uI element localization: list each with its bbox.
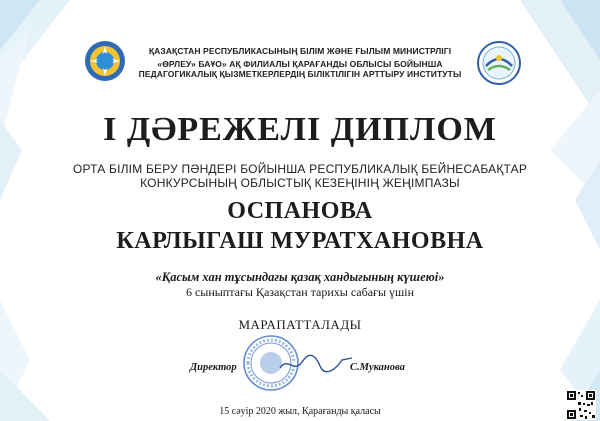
subtitle-line-1: ОРТА БІЛІМ БЕРУ ПӘНДЕРІ БОЙЫНША РЕСПУБЛИКАЛЫҚ БЕЙНЕСАБАҚТАР bbox=[72, 162, 528, 176]
ministry-name: ҚАЗАҚСТАН РЕСПУБЛИКАСЫНЫҢ БІЛІМ ЖӘНЕ ҒЫЛЫМ МИНИСТРЛІГІ bbox=[148, 46, 452, 56]
diploma-subtitle bbox=[60, 162, 540, 190]
awarded-label: МАРАПАТТАЛАДЫ bbox=[238, 317, 362, 332]
recipient-given-names: КАРЛЫГАШ МУРАТХАНОВНА bbox=[116, 228, 484, 254]
ministry-header bbox=[120, 46, 480, 79]
institute-name: ПЕДАГОГИКАЛЫҚ ҚЫЗМЕТКЕРЛЕРДІҢ БІЛІКТІЛІГІН АРТТЫРУ ИНСТИТУТЫ bbox=[138, 69, 462, 79]
signature-icon bbox=[276, 352, 356, 376]
branch-name: «ӨРЛЕУ» БАҰО» АҚ ФИЛИАЛЫ ҚАРАҒАНДЫ ОБЛЫСЫ БОЙЫНША bbox=[157, 59, 443, 69]
lesson-description: 6 сыныптағы Қазақстан тарихы сабағы үшін bbox=[185, 285, 415, 299]
subtitle-line-2: КОНКУРСЫНЫҢ ОБЛЫСТЫҚ КЕЗЕҢІНІҢ ЖЕҢІМПАЗЫ bbox=[140, 176, 460, 190]
qr-code-icon bbox=[566, 390, 596, 420]
recipient-name bbox=[0, 196, 600, 256]
orleu-logo-icon bbox=[476, 40, 522, 86]
director-label: Директор bbox=[190, 362, 237, 373]
diploma-title: І ДӘРЕЖЕЛІ ДИПЛОМ bbox=[103, 111, 497, 148]
date-place: 15 сәуір 2020 жыл, Қарағанды қаласы bbox=[219, 406, 381, 417]
recipient-surname: ОСПАНОВА bbox=[227, 198, 373, 224]
signer-name: С.Муканова bbox=[350, 362, 405, 373]
lesson-topic: «Қасым хан тұсындағы қазақ хандығының күшеюі» bbox=[155, 270, 445, 284]
